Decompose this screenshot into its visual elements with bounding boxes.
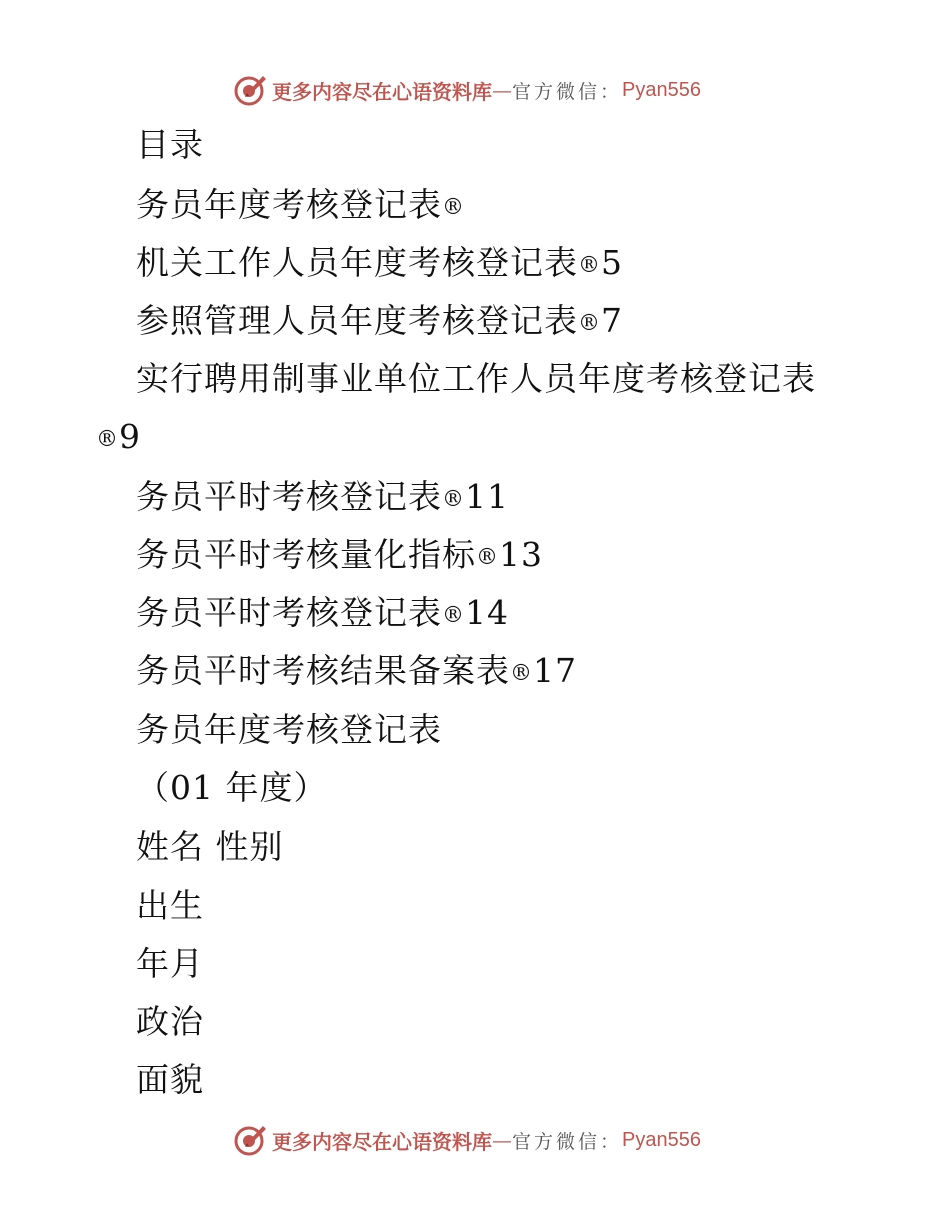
toc-marker: ®	[510, 661, 533, 686]
toc-entry-title: 务员平时考核登记表	[136, 593, 442, 632]
banner-official-label: 官方微信：	[512, 1130, 623, 1153]
toc-entry	[136, 593, 509, 633]
form-year: （01 年度）	[136, 768, 328, 807]
toc-entry	[136, 185, 465, 225]
pen-logo-icon	[232, 1122, 268, 1158]
toc-entry-title: 务员年度考核登记表	[136, 185, 442, 224]
toc-entry	[136, 243, 623, 283]
toc-marker: ®	[578, 253, 601, 278]
toc-entry-page: 9	[119, 417, 141, 456]
form-field-label: 姓名 性别	[136, 827, 284, 866]
form-title: 务员年度考核登记表	[136, 710, 442, 749]
toc-marker: ®	[442, 603, 465, 628]
toc-marker: ®	[442, 195, 465, 220]
toc-marker: ®	[442, 487, 465, 512]
toc-entry	[136, 651, 577, 691]
toc-entry	[136, 535, 543, 575]
banner-official-label: 官方微信：	[512, 80, 623, 103]
toc-entry-continuation	[96, 417, 141, 457]
toc-entry-title: 参照管理人员年度考核登记表	[136, 301, 578, 340]
toc-entry-page: 11	[465, 477, 509, 516]
pen-logo-icon	[232, 72, 268, 108]
banner-wechat-id: Pyan556	[622, 1128, 701, 1151]
toc-entry-title: 务员平时考核登记表	[136, 477, 442, 516]
toc-title: 目录	[136, 125, 204, 164]
toc-entry-page: 13	[499, 535, 543, 574]
toc-entry	[136, 301, 623, 341]
form-field-label: 年月	[136, 944, 204, 983]
banner-wechat-id: Pyan556	[622, 78, 701, 101]
toc-entry-page: 7	[601, 301, 623, 340]
toc-entry-page: 5	[601, 243, 623, 282]
footer-banner	[232, 1120, 752, 1160]
form-field-label: 出生	[136, 886, 204, 925]
banner-dash: —	[492, 1128, 512, 1152]
toc-entry-title: 机关工作人员年度考核登记表	[136, 243, 578, 282]
form-field-label: 政治	[136, 1002, 204, 1041]
toc-marker: ®	[578, 311, 601, 336]
toc-entry-page: 17	[533, 651, 577, 690]
header-banner	[232, 70, 752, 110]
toc-entry-title: 实行聘用制事业单位工作人员年度考核登记表	[136, 359, 816, 398]
form-field-label: 面貌	[136, 1060, 204, 1099]
toc-entry-title: 务员平时考核量化指标	[136, 535, 476, 574]
banner-main-text: 更多内容尽在心语资料库	[272, 79, 492, 104]
toc-marker: ®	[96, 427, 119, 452]
banner-main-text: 更多内容尽在心语资料库	[272, 1129, 492, 1154]
toc-entry-title: 务员平时考核结果备案表	[136, 651, 510, 690]
toc-entry	[136, 477, 509, 517]
toc-marker: ®	[476, 545, 499, 570]
toc-entry-page: 14	[465, 593, 509, 632]
banner-dash: —	[492, 78, 512, 102]
